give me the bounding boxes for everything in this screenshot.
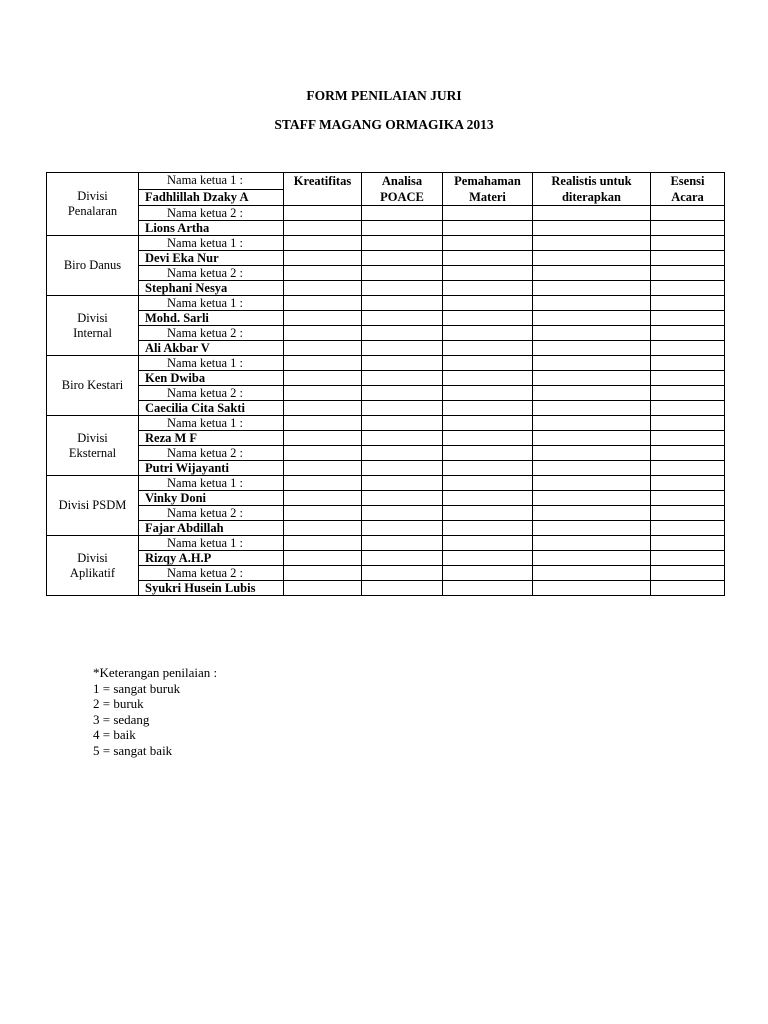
score-cell[interactable] [443, 461, 533, 476]
score-cell[interactable] [651, 491, 725, 506]
ketua2-name: Syukri Husein Lubis [139, 581, 284, 596]
score-cell[interactable] [533, 566, 651, 581]
ketua2-label: Nama ketua 2 : [139, 386, 284, 401]
criteria-header: Pemahaman Materi [443, 173, 533, 206]
score-cell[interactable] [362, 206, 443, 221]
score-cell[interactable] [651, 281, 725, 296]
score-cell[interactable] [651, 521, 725, 536]
score-cell[interactable] [651, 401, 725, 416]
score-cell[interactable] [284, 356, 362, 371]
score-cell[interactable] [443, 551, 533, 566]
score-cell[interactable] [284, 206, 362, 221]
score-cell[interactable] [443, 206, 533, 221]
notes-item: 5 = sangat baik [93, 742, 173, 758]
table-row [47, 461, 725, 476]
score-cell[interactable] [284, 281, 362, 296]
score-cell[interactable] [533, 521, 651, 536]
score-cell[interactable] [362, 371, 443, 386]
table-row [47, 341, 725, 356]
score-cell[interactable] [533, 251, 651, 266]
score-cell[interactable] [443, 416, 533, 431]
table-row [47, 506, 725, 521]
score-cell[interactable] [533, 221, 651, 236]
score-cell[interactable] [651, 476, 725, 491]
score-cell[interactable] [651, 251, 725, 266]
ketua2-name: Putri Wijayanti [139, 461, 284, 476]
table-row [47, 221, 725, 236]
score-cell[interactable] [362, 521, 443, 536]
ketua2-label: Nama ketua 2 : [139, 266, 284, 281]
ketua2-label: Nama ketua 2 : [139, 446, 284, 461]
ketua1-name: Mohd. Sarli [139, 311, 284, 326]
score-cell[interactable] [443, 356, 533, 371]
score-cell[interactable] [284, 341, 362, 356]
table-row [47, 536, 725, 551]
score-cell[interactable] [284, 566, 362, 581]
score-cell[interactable] [651, 371, 725, 386]
assessment-table [46, 172, 725, 596]
table-row [47, 206, 725, 221]
score-cell[interactable] [443, 506, 533, 521]
score-cell[interactable] [362, 566, 443, 581]
score-cell[interactable] [533, 386, 651, 401]
score-cell[interactable] [284, 536, 362, 551]
ketua2-label: Nama ketua 2 : [139, 566, 284, 581]
ketua1-name: Devi Eka Nur [139, 251, 284, 266]
table-row [47, 326, 725, 341]
score-cell[interactable] [533, 491, 651, 506]
ketua2-label: Nama ketua 2 : [139, 206, 284, 221]
score-cell[interactable] [443, 281, 533, 296]
table-row [47, 401, 725, 416]
score-cell[interactable] [284, 221, 362, 236]
score-cell[interactable] [362, 341, 443, 356]
table-row [47, 371, 725, 386]
score-cell[interactable] [651, 551, 725, 566]
score-cell[interactable] [443, 536, 533, 551]
score-cell[interactable] [533, 236, 651, 251]
score-cell[interactable] [362, 446, 443, 461]
score-cell[interactable] [443, 476, 533, 491]
ketua1-name: Vinky Doni [139, 491, 284, 506]
ketua2-name: Caecilia Cita Sakti [139, 401, 284, 416]
score-cell[interactable] [443, 326, 533, 341]
notes-item: 4 = baik [93, 727, 136, 742]
score-cell[interactable] [284, 326, 362, 341]
score-cell[interactable] [533, 206, 651, 221]
score-cell[interactable] [443, 236, 533, 251]
table-row [47, 476, 725, 491]
score-cell[interactable] [533, 266, 651, 281]
score-cell[interactable] [443, 581, 533, 596]
score-cell[interactable] [443, 341, 533, 356]
score-cell[interactable] [284, 401, 362, 416]
table-row [47, 566, 725, 581]
score-cell[interactable] [443, 221, 533, 236]
table-row [47, 173, 725, 190]
score-cell[interactable] [284, 251, 362, 266]
score-cell[interactable] [533, 341, 651, 356]
criteria-header: Esensi Acara [651, 173, 725, 206]
division-name: Divisi PSDM [47, 476, 139, 536]
score-cell[interactable] [533, 551, 651, 566]
ketua2-name: Ali Akbar V [139, 341, 284, 356]
score-cell[interactable] [533, 296, 651, 311]
score-cell[interactable] [284, 581, 362, 596]
ketua2-label: Nama ketua 2 : [139, 506, 284, 521]
table-row [47, 251, 725, 266]
score-cell[interactable] [651, 341, 725, 356]
score-cell[interactable] [362, 296, 443, 311]
score-cell[interactable] [284, 551, 362, 566]
score-cell[interactable] [651, 416, 725, 431]
score-cell[interactable] [362, 536, 443, 551]
score-cell[interactable] [362, 386, 443, 401]
division-name: Divisi Aplikatif [47, 536, 139, 596]
score-cell[interactable] [651, 221, 725, 236]
score-cell[interactable] [284, 431, 362, 446]
score-cell[interactable] [443, 296, 533, 311]
score-cell[interactable] [362, 311, 443, 326]
division-name: Biro Kestari [47, 356, 139, 416]
score-cell[interactable] [651, 296, 725, 311]
score-cell[interactable] [651, 461, 725, 476]
form-subtitle: STAFF MAGANG ORMAGIKA 2013 [274, 117, 494, 132]
score-cell[interactable] [362, 236, 443, 251]
score-cell[interactable] [651, 386, 725, 401]
score-cell[interactable] [362, 491, 443, 506]
table-row [47, 581, 725, 596]
table-row [47, 446, 725, 461]
score-cell[interactable] [362, 506, 443, 521]
table-row [47, 296, 725, 311]
ketua1-label: Nama ketua 1 : [139, 416, 284, 431]
score-cell[interactable] [533, 431, 651, 446]
score-cell[interactable] [443, 266, 533, 281]
score-cell[interactable] [362, 401, 443, 416]
score-cell[interactable] [533, 581, 651, 596]
ketua1-label: Nama ketua 1 : [139, 173, 284, 190]
score-cell[interactable] [651, 506, 725, 521]
score-cell[interactable] [362, 476, 443, 491]
score-cell[interactable] [284, 446, 362, 461]
form-title: FORM PENILAIAN JURI [306, 88, 462, 103]
score-cell[interactable] [284, 386, 362, 401]
ketua1-label: Nama ketua 1 : [139, 236, 284, 251]
table-row [47, 521, 725, 536]
score-cell[interactable] [284, 521, 362, 536]
score-cell[interactable] [651, 566, 725, 581]
ketua1-label: Nama ketua 1 : [139, 536, 284, 551]
score-cell[interactable] [284, 416, 362, 431]
score-cell[interactable] [443, 401, 533, 416]
criteria-header: Analisa POACE [362, 173, 443, 206]
score-cell[interactable] [443, 386, 533, 401]
score-cell[interactable] [362, 326, 443, 341]
score-cell[interactable] [362, 251, 443, 266]
table-row [47, 236, 725, 251]
score-cell[interactable] [651, 536, 725, 551]
criteria-header: Realistis untuk diterapkan [533, 173, 651, 206]
score-cell[interactable] [533, 311, 651, 326]
ketua2-name: Stephani Nesya [139, 281, 284, 296]
score-cell[interactable] [362, 266, 443, 281]
table-row [47, 551, 725, 566]
score-cell[interactable] [284, 296, 362, 311]
score-cell[interactable] [651, 206, 725, 221]
score-cell[interactable] [362, 416, 443, 431]
ketua1-label: Nama ketua 1 : [139, 296, 284, 311]
score-cell[interactable] [533, 461, 651, 476]
score-cell[interactable] [443, 371, 533, 386]
score-cell[interactable] [443, 521, 533, 536]
score-cell[interactable] [533, 356, 651, 371]
score-cell[interactable] [284, 236, 362, 251]
score-cell[interactable] [651, 326, 725, 341]
score-cell[interactable] [443, 566, 533, 581]
score-cell[interactable] [362, 461, 443, 476]
ketua1-name: Rizqy A.H.P [139, 551, 284, 566]
notes-item: 2 = buruk [93, 696, 144, 711]
ketua2-name: Lions Artha [139, 221, 284, 236]
notes-heading: *Keterangan penilaian : [93, 665, 218, 680]
score-cell[interactable] [284, 506, 362, 521]
score-cell[interactable] [284, 371, 362, 386]
score-cell[interactable] [362, 281, 443, 296]
table-row [47, 266, 725, 281]
table-row [47, 431, 725, 446]
score-cell[interactable] [284, 311, 362, 326]
score-cell[interactable] [651, 446, 725, 461]
ketua1-label: Nama ketua 1 : [139, 356, 284, 371]
score-cell[interactable] [284, 476, 362, 491]
ketua1-name: Ken Dwiba [139, 371, 284, 386]
score-cell[interactable] [362, 581, 443, 596]
notes-item: 3 = sedang [93, 711, 150, 727]
table-row [47, 281, 725, 296]
criteria-header: Kreatifitas [284, 173, 362, 206]
score-cell[interactable] [443, 251, 533, 266]
division-name: Divisi Penalaran [47, 173, 139, 236]
score-cell[interactable] [533, 416, 651, 431]
ketua1-name: Reza M F [139, 431, 284, 446]
table-body [47, 173, 725, 596]
score-cell[interactable] [533, 371, 651, 386]
score-cell[interactable] [533, 476, 651, 491]
score-cell[interactable] [533, 401, 651, 416]
score-cell[interactable] [362, 221, 443, 236]
score-cell[interactable] [533, 326, 651, 341]
score-cell[interactable] [362, 551, 443, 566]
ketua1-label: Nama ketua 1 : [139, 476, 284, 491]
score-cell[interactable] [443, 431, 533, 446]
score-cell[interactable] [284, 491, 362, 506]
notes-item: 1 = sangat buruk [93, 680, 181, 696]
ketua2-name: Fajar Abdillah [139, 521, 284, 536]
division-name: Biro Danus [47, 236, 139, 296]
table-row [47, 356, 725, 371]
score-cell[interactable] [443, 446, 533, 461]
score-cell[interactable] [651, 581, 725, 596]
table-row [47, 311, 725, 326]
score-cell[interactable] [533, 446, 651, 461]
score-cell[interactable] [651, 356, 725, 371]
score-cell[interactable] [284, 266, 362, 281]
score-cell[interactable] [362, 356, 443, 371]
division-name: Divisi Internal [47, 296, 139, 356]
score-cell[interactable] [533, 281, 651, 296]
score-cell[interactable] [443, 491, 533, 506]
score-cell[interactable] [651, 311, 725, 326]
assessment-notes [93, 665, 217, 758]
score-cell[interactable] [284, 461, 362, 476]
score-cell[interactable] [533, 506, 651, 521]
score-cell[interactable] [651, 266, 725, 281]
table-row [47, 491, 725, 506]
score-cell[interactable] [651, 431, 725, 446]
score-cell[interactable] [651, 236, 725, 251]
table-row [47, 386, 725, 401]
division-name: Divisi Eksternal [47, 416, 139, 476]
score-cell[interactable] [362, 431, 443, 446]
score-cell[interactable] [533, 536, 651, 551]
ketua1-name: Fadhlillah Dzaky A [139, 189, 284, 206]
table-row [47, 416, 725, 431]
score-cell[interactable] [443, 311, 533, 326]
ketua2-label: Nama ketua 2 : [139, 326, 284, 341]
